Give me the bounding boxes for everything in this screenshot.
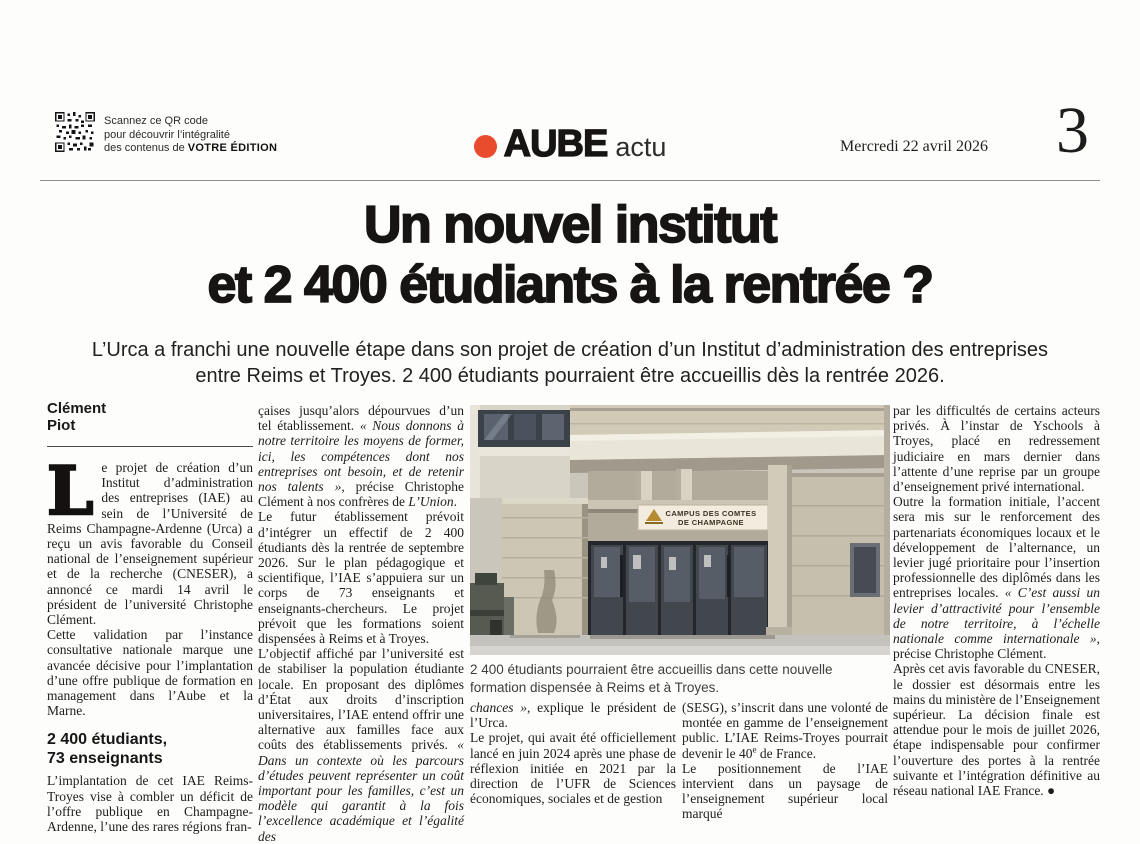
quote-run: « C’est aussi un levier d’attractivité pour l’ensemble de notre territoire, à l’échelle nationale comme internationale » bbox=[893, 585, 1100, 647]
edition-name: VOTRE ÉDITION bbox=[187, 142, 278, 154]
paragraph: par les difficultés de certains acteurs privés. À l’instar de Yschools à Troyes, placé en redressement judiciaire en mars dernier dans l’attente d’une reprise par un groupe d’enseignement privé international. bbox=[893, 403, 1100, 495]
campus-sign-line1: CAMPUS DES COMTES bbox=[665, 509, 757, 518]
article-standfirst: L’Urca a franchi une nouvelle étape dans son projet de création d’un Institut d’administration des entreprises entre Reims et Troyes. 2 400 étudiants pourraient être accueillis dès la rentrée 2026. bbox=[91, 339, 1049, 387]
section-name: AUBE bbox=[503, 123, 608, 165]
article-column-3 bbox=[470, 700, 676, 806]
byline bbox=[47, 400, 253, 434]
paragraph bbox=[258, 403, 464, 509]
text-run: de France. bbox=[756, 745, 817, 761]
section-subhead bbox=[47, 730, 253, 768]
paragraph: Après cet avis favorable du CNESER, le dossier est désormais entre les mains du ministère de l’Enseignement supérieur. La décision finale est attendue pour le mois de juillet 2026, étape indispensable pour confirmer l’ouverture des portes à la rentrée suivante et l’intégration définitive au réseau national IAE France. ● bbox=[893, 661, 1100, 799]
photo-caption: 2 400 étudiants pourraient être accueillis dans cette nouvelle formation dispensée à Reims et à Troyes. bbox=[470, 662, 833, 695]
text-run: , précise Christophe Clément. bbox=[893, 631, 1100, 662]
section-suffix: actu bbox=[615, 132, 667, 162]
paragraph: Cette validation par l’instance consultative nationale marque une avancée décisive pour l’implantation d’une offre publique de formation en management dans l’Aube et la Marne. bbox=[47, 627, 253, 719]
subhead-line1: 2 400 étudiants, bbox=[47, 731, 168, 749]
quote-run: chances » bbox=[470, 700, 528, 715]
byline-divider bbox=[47, 446, 253, 447]
paragraph bbox=[893, 494, 1100, 661]
paragraph bbox=[470, 700, 676, 730]
text-run: . bbox=[453, 494, 457, 510]
campus-sign-line2: DE CHAMPAGNE bbox=[678, 518, 744, 527]
article-headline bbox=[0, 195, 1140, 315]
paragraph: Le projet, qui avait été officiellement lancé en juin 2024 après une phase de réflexion initiée en 2021 par la direction de l’UFR de Sciences économiques, sociales et de gestion bbox=[470, 730, 676, 807]
qr-caption-line2: pour découvrir l’intégralité bbox=[104, 128, 230, 141]
text-run: Outre la formation initiale, l’accent sera mis sur le renforcement des partenariats économiques locaux et le développement de l’alternance, un levier jugé prioritaire pour l’insertion professionnelle des diplômés dans les entreprises locales. bbox=[893, 494, 1100, 601]
paragraph bbox=[258, 646, 464, 844]
edition-date: Mercredi 22 avril 2026 bbox=[840, 138, 988, 155]
article-column-2 bbox=[258, 403, 464, 844]
paragraph: Le positionnement de l’IAE intervient dans un paysage de l’enseignement supérieur local marqué bbox=[682, 760, 888, 822]
article-photo bbox=[470, 405, 890, 655]
article-column-1 bbox=[47, 400, 253, 834]
paragraph bbox=[47, 452, 253, 628]
paragraph bbox=[682, 700, 888, 761]
paragraph: Le futur établissement prévoit d’intégrer un effectif de 2 400 étudiants dès la rentrée de septembre 2026. Sur le plan pédagogique et scientifique, l’IAE s’appuiera sur un corps de 73 enseignants et enseignants-chercheurs. Le projet prévoit que les formations soient dispensées à Reims et à Troyes. bbox=[258, 509, 464, 647]
brand-dot-icon bbox=[474, 135, 497, 158]
header-divider bbox=[40, 180, 1100, 181]
text-run: L’objectif affiché par l’université est de stabiliser la population étudiante locale. En proposant des diplômes d’État aux droits d’inscription universitaires, l’IAE entend offrir une alternative aux familles face aux coûts des établissements privés. bbox=[258, 646, 464, 753]
campus-building-photo bbox=[470, 405, 890, 655]
byline-last-name: Piot bbox=[47, 417, 76, 434]
text-run: e projet de création d’un Institut d’administration des entreprises (IAE) au sein de l’Université de Reims Champagne-Ardenne (Urca) a reçu un avis favorable du Conseil national de l’enseignement supérieur et de la recherche (CNESER), a annoncé ce mardi 14 avril le président de l’université Christophe Clément. bbox=[47, 460, 253, 628]
paragraph: L’implantation de cet IAE Reims-Troyes vise à combler un déficit de l’offre publique en Champagne-Ardenne, l’une des rares régions fran- bbox=[47, 773, 253, 835]
quote-run: « Nous donnons à notre territoire les moyens de former, ici, les compétences dont nos entreprises ont besoin, et de retenir nos talents » bbox=[258, 418, 464, 495]
page-number: 3 bbox=[1056, 94, 1089, 167]
text-run: , explique le président de l’Urca. bbox=[470, 700, 676, 731]
drop-cap: L bbox=[47, 452, 94, 530]
headline-line2: et 2 400 étudiants à la rentrée ? bbox=[207, 256, 933, 314]
source-title: L’Union bbox=[408, 494, 454, 510]
text-run: (SESG), s’inscrit dans une volonté de montée en gamme de l’enseignement public. L’IAE Reims-Troyes pourrait devenir le 40 bbox=[682, 700, 888, 761]
headline-line1: Un nouvel institut bbox=[363, 196, 777, 254]
subhead-line2: 73 enseignants bbox=[47, 750, 163, 768]
byline-first-name: Clément bbox=[47, 400, 107, 417]
article-column-4 bbox=[682, 700, 888, 822]
text-run: çaises jusqu’alors dépourvues d’un tel établissement. bbox=[258, 403, 464, 434]
qr-caption-line1: Scannez ce QR code bbox=[104, 115, 208, 127]
article-column-5 bbox=[893, 403, 1100, 798]
quote-run: « Dans un contexte où les parcours d’études peuvent représenter un coût important pour les familles, c’est un modèle qui garantit à la fois l’excellence académique et l’égalité des bbox=[258, 737, 464, 844]
qr-caption-line3: des contenus de VOTRE ÉDITION bbox=[104, 142, 278, 154]
text-run: , précise Christophe Clément à nos confrères de bbox=[258, 479, 464, 510]
ordinal-superscript: e bbox=[752, 744, 757, 755]
